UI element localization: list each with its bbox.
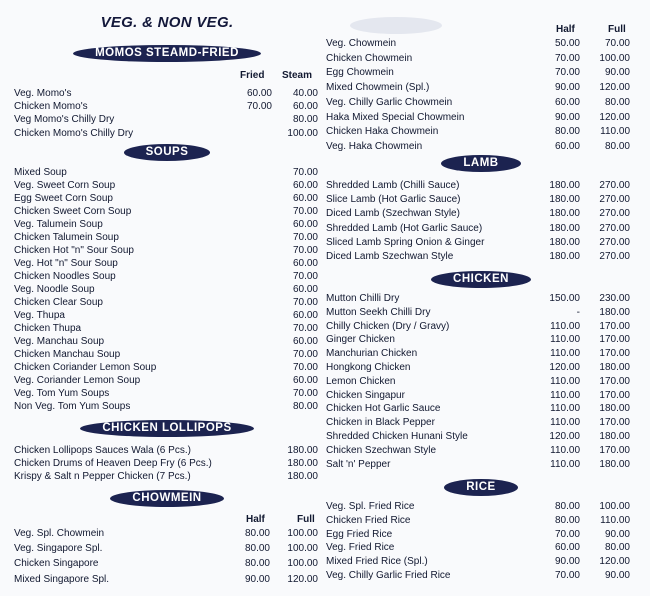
menu-item-price-2: 180.00	[599, 458, 630, 470]
momos-col-fried: Fried	[240, 70, 265, 81]
menu-item-name: Egg Sweet Corn Soup	[14, 193, 113, 205]
menu-item-price-2: 100.00	[599, 52, 630, 64]
menu-item-row	[326, 37, 636, 50]
menu-item-price-1: 80.00	[554, 514, 580, 526]
menu-item-price-2: 180.00	[599, 431, 630, 442]
chowmein-left-section-title: CHOWMEIN	[110, 490, 223, 507]
menu-item-row	[14, 87, 320, 100]
menu-item-name: Chilly Chicken (Dry / Gravy)	[326, 320, 450, 332]
menu-item-price-2: 180.00	[287, 458, 318, 470]
menu-item-price-1: 180.00	[549, 251, 580, 262]
menu-item-row	[14, 192, 320, 205]
menu-item-name: Veg. Tom Yum Soups	[14, 388, 110, 400]
menu-item-price-1: 110.00	[550, 320, 580, 332]
menu-item-price-1: 120.00	[549, 362, 580, 373]
menu-item-price-1: 70.00	[554, 570, 580, 581]
menu-item-price-1: 60.00	[554, 96, 580, 108]
menu-item-name: Veg. Thupa	[14, 310, 65, 322]
menu-item-price-1: 80.00	[554, 501, 580, 512]
menu-item-price-1: 60.00	[554, 542, 580, 554]
menu-item-name: Egg Chowmein	[326, 67, 394, 79]
menu-item-row	[14, 218, 320, 231]
menu-item-name: Veg. Singapore Spl.	[14, 543, 103, 555]
menu-item-row	[14, 573, 320, 586]
menu-item-name: Veg. Noodle Soup	[14, 284, 95, 296]
menu-item-name: Chicken Haka Chowmein	[326, 126, 439, 138]
menu-item-name: Chicken Singapore	[14, 558, 99, 570]
menu-item-price-1: 120.00	[549, 431, 580, 442]
menu-item-row	[326, 179, 636, 192]
menu-item-price-2: 180.00	[599, 403, 630, 415]
menu-item-name: Veg. Coriander Lemon Soup	[14, 375, 141, 387]
menu-item-row	[14, 374, 320, 387]
menu-item-row	[14, 542, 320, 555]
menu-item-row	[326, 125, 636, 138]
menu-item-price-2: 270.00	[599, 180, 630, 191]
menu-item-name: Non Veg. Tom Yum Soups	[14, 401, 131, 413]
menu-item-row	[14, 205, 320, 218]
menu-item-price-1: 70.00	[554, 528, 580, 540]
menu-item-price-2: 120.00	[599, 111, 630, 123]
menu-item-row	[14, 400, 320, 413]
menu-item-name: Lemon Chicken	[326, 375, 396, 387]
lamb-section-header	[326, 155, 636, 172]
menu-item-name: Chicken Chowmein	[326, 52, 413, 64]
menu-item-price-2: 180.00	[599, 362, 630, 373]
menu-item-row	[14, 348, 320, 361]
chowmein-right-col-full: Full	[608, 24, 626, 35]
menu-item-price-2: 60.00	[292, 180, 318, 192]
menu-item-price-2: 70.00	[292, 362, 318, 374]
chowmein-right-ghost-header	[296, 17, 496, 34]
menu-item-price-1: 110.00	[550, 417, 580, 429]
menu-item-row	[326, 222, 636, 235]
menu-item-row	[326, 292, 636, 305]
menu-item-row	[14, 296, 320, 309]
right-column	[326, 0, 636, 596]
menu-item-price-2: 60.00	[292, 284, 318, 296]
menu-item-row	[326, 347, 636, 360]
menu-item-row	[326, 541, 636, 554]
menu-item-price-1: 180.00	[549, 180, 580, 191]
menu-item-price-1: 70.00	[554, 52, 580, 64]
menu-item-price-2: 60.00	[292, 101, 318, 113]
menu-item-name: Mixed Chowmein (Spl.)	[326, 82, 430, 94]
menu-item-row	[326, 458, 636, 471]
menu-item-name: Chicken Lollipops Sauces Wala (6 Pcs.)	[14, 445, 191, 456]
menu-item-price-2: 110.00	[600, 514, 630, 526]
menu-item-price-2: 100.00	[287, 127, 318, 139]
menu-item-price-1: 70.00	[554, 67, 580, 79]
menu-item-row	[14, 283, 320, 296]
menu-item-name: Chicken Sweet Corn Soup	[14, 206, 132, 218]
menu-item-row	[326, 444, 636, 457]
menu-item-price-2: 80.00	[604, 140, 630, 152]
menu-item-row	[14, 113, 320, 126]
menu-item-price-2: 170.00	[599, 334, 630, 346]
menu-item-price-2: 90.00	[604, 67, 630, 79]
menu-item-name: Veg. Chilly Garlic Chowmein	[326, 96, 453, 108]
menu-item-name: Veg. Sweet Corn Soup	[14, 180, 116, 192]
lollipops-section-title: CHICKEN LOLLIPOPS	[80, 420, 253, 437]
menu-item-name: Chicken Momo's	[14, 101, 88, 113]
menu-item-name: Chicken Clear Soup	[14, 297, 103, 309]
menu-item-row	[326, 207, 636, 220]
chowmein-left-section-header	[14, 490, 320, 507]
menu-item-name: Krispy & Salt n Pepper Chicken (7 Pcs.)	[14, 471, 191, 483]
menu-item-row	[326, 111, 636, 124]
menu-item-name: Shredded Lamb (Chilli Sauce)	[326, 180, 460, 191]
menu-item-row	[326, 555, 636, 568]
menu-item-price-1: 110.00	[550, 458, 580, 470]
soups-section-header	[14, 144, 320, 161]
menu-item-name: Veg. Chilly Garlic Fried Rice	[326, 570, 451, 581]
menu-item-price-2: 70.00	[292, 297, 318, 309]
menu-item-price-1: 180.00	[549, 222, 580, 234]
menu-item-price-2: 170.00	[599, 444, 630, 456]
lollipops-section-header	[14, 420, 320, 437]
left-column	[14, 0, 320, 596]
menu-item-row	[14, 309, 320, 322]
momos-section-title: MOMOS STEAMD-FRIED	[73, 45, 261, 62]
menu-item-name: Veg. Hot "n" Sour Soup	[14, 258, 118, 270]
menu-item-price-1: 110.00	[550, 403, 580, 415]
menu-item-price-2: 170.00	[599, 348, 630, 360]
menu-item-name: Haka Mixed Special Chowmein	[326, 111, 465, 123]
menu-item-price-2: 70.00	[292, 388, 318, 400]
menu-item-name: Chicken Thupa	[14, 323, 82, 335]
momos-col-steam: Steam	[282, 70, 313, 81]
menu-item-price-2: 40.00	[292, 88, 318, 99]
menu-item-row	[14, 457, 320, 470]
menu-item-price-2: 100.00	[287, 558, 318, 570]
menu-item-row	[326, 236, 636, 249]
menu-item-price-1: 90.00	[554, 82, 580, 94]
chicken-section-header	[326, 271, 636, 288]
menu-item-row	[326, 66, 636, 79]
menu-item-name: Mixed Soup	[14, 167, 67, 178]
menu-item-row	[14, 231, 320, 244]
menu-item-price-2: 70.00	[292, 167, 318, 178]
menu-item-name: Shredded Chicken Hunani Style	[326, 431, 468, 442]
menu-item-row	[326, 81, 636, 94]
menu-item-price-1: 80.00	[244, 543, 270, 555]
menu-item-name: Veg. Talumein Soup	[14, 219, 103, 231]
menu-item-price-2: 70.00	[292, 232, 318, 244]
menu-item-price-2: 270.00	[599, 236, 630, 248]
menu-item-row	[14, 179, 320, 192]
menu-item-price-2: 60.00	[292, 336, 318, 348]
menu-item-price-1: 80.00	[244, 528, 270, 539]
menu-item-price-2: 270.00	[599, 251, 630, 262]
menu-item-name: Chicken Hot Garlic Sauce	[326, 403, 441, 415]
menu-item-name: Mutton Chilli Dry	[326, 293, 400, 304]
menu-item-name: Chicken Szechwan Style	[326, 444, 437, 456]
menu-item-price-1: 90.00	[244, 573, 270, 585]
menu-item-row	[14, 470, 320, 483]
menu-item-row	[326, 320, 636, 333]
menu-item-price-2: 120.00	[287, 573, 318, 585]
menu-item-name: Shredded Lamb (Hot Garlic Sauce)	[326, 222, 483, 234]
menu-item-name: Chicken Hot "n" Sour Soup	[14, 245, 134, 257]
menu-item-row	[14, 361, 320, 374]
menu-item-price-2: 170.00	[599, 417, 630, 429]
menu-item-price-2: 170.00	[599, 320, 630, 332]
menu-item-price-2: 230.00	[599, 293, 630, 304]
menu-item-row	[326, 96, 636, 109]
menu-item-name: Mixed Singapore Spl.	[14, 573, 110, 585]
menu-item-price-2: 70.00	[604, 38, 630, 49]
rice-section-header	[326, 479, 636, 496]
menu-item-name: Slice Lamb (Hot Garlic Sauce)	[326, 194, 461, 206]
menu-item-price-2: 80.00	[604, 96, 630, 108]
menu-item-row	[326, 416, 636, 429]
menu-item-row	[14, 244, 320, 257]
menu-item-price-1: 80.00	[244, 558, 270, 570]
menu-item-name: Chicken Fried Rice	[326, 514, 411, 526]
menu-item-price-1: 110.00	[550, 444, 580, 456]
menu-item-name: Veg. Chowmein	[326, 38, 397, 49]
soups-section-title: SOUPS	[124, 144, 211, 161]
menu-item-name: Egg Fried Rice	[326, 528, 393, 540]
menu-item-name: Veg. Haka Chowmein	[326, 140, 423, 152]
menu-item-price-2: 170.00	[599, 375, 630, 387]
menu-item-price-2: 70.00	[292, 349, 318, 361]
menu-item-name: Chicken Drums of Heaven Deep Fry (6 Pcs.)	[14, 458, 212, 470]
menu-item-name: Veg. Spl. Chowmein	[14, 528, 105, 539]
menu-item-price-2: 80.00	[604, 542, 630, 554]
menu-item-row	[14, 527, 320, 540]
menu-item-name: Chicken Coriander Lemon Soup	[14, 362, 157, 374]
menu-item-name: Veg. Momo's	[14, 88, 72, 99]
momos-section-header	[14, 45, 320, 62]
menu-item-name: Veg. Manchau Soup	[14, 336, 105, 348]
menu-item-price-2: 110.00	[600, 126, 630, 138]
menu-item-price-2: 170.00	[599, 389, 630, 401]
menu-item-price-2: 120.00	[599, 82, 630, 94]
menu-item-row	[14, 444, 320, 457]
menu-item-price-1: 50.00	[554, 38, 580, 49]
menu-item-row	[14, 166, 320, 179]
menu-item-price-2: 60.00	[292, 375, 318, 387]
menu-item-price-2: 90.00	[604, 528, 630, 540]
menu-item-price-2: 70.00	[292, 271, 318, 283]
menu-item-row	[326, 528, 636, 541]
menu-item-row	[326, 361, 636, 374]
menu-item-price-1: 180.00	[549, 208, 580, 220]
chowmein-right-ghost-pill	[350, 17, 442, 34]
menu-item-price-2: 270.00	[599, 222, 630, 234]
menu-item-price-2: 270.00	[599, 208, 630, 220]
menu-item-name: Sliced Lamb Spring Onion & Ginger	[326, 236, 485, 248]
menu-item-price-2: 70.00	[292, 206, 318, 218]
menu-item-price-1: 110.00	[550, 375, 580, 387]
menu-item-price-2: 60.00	[292, 219, 318, 231]
menu-item-name: Chicken Manchau Soup	[14, 349, 121, 361]
menu-item-row	[326, 500, 636, 513]
menu-item-price-1: 180.00	[549, 236, 580, 248]
menu-item-price-1: 60.00	[554, 140, 580, 152]
menu-item-price-2: 100.00	[287, 528, 318, 539]
chowmein-left-col-half: Half	[246, 514, 265, 525]
menu-item-name: Veg. Fried Rice	[326, 542, 395, 554]
menu-item-price-1: 90.00	[554, 111, 580, 123]
menu-item-price-1: -	[576, 306, 580, 318]
menu-item-price-1: 90.00	[554, 556, 580, 568]
menu-item-price-2: 180.00	[287, 471, 318, 483]
menu-item-price-2: 100.00	[287, 543, 318, 555]
menu-item-row	[326, 514, 636, 527]
menu-item-price-2: 60.00	[292, 258, 318, 270]
menu-item-price-1: 110.00	[550, 348, 580, 360]
menu-item-row	[326, 140, 636, 153]
menu-item-row	[326, 333, 636, 346]
chowmein-right-col-half: Half	[556, 24, 575, 35]
menu-item-name: Manchurian Chicken	[326, 348, 418, 360]
menu-item-row	[326, 430, 636, 443]
menu-item-name: Hongkong Chicken	[326, 362, 411, 373]
menu-item-price-2: 60.00	[292, 310, 318, 322]
menu-item-price-2: 80.00	[292, 114, 318, 126]
menu-item-name: Mixed Fried Rice (Spl.)	[326, 556, 428, 568]
chicken-section-title: CHICKEN	[431, 271, 531, 288]
menu-item-name: Chicken Talumein Soup	[14, 232, 119, 244]
menu-item-row	[326, 402, 636, 415]
menu-item-price-1: 110.00	[550, 334, 580, 346]
menu-item-row	[326, 306, 636, 319]
menu-item-row	[326, 375, 636, 388]
menu-item-price-1: 80.00	[554, 126, 580, 138]
menu-item-name: Mutton Seekh Chilli Dry	[326, 306, 431, 318]
menu-item-name: Diced Lamb (Szechwan Style)	[326, 208, 460, 220]
menu-item-price-1: 70.00	[246, 101, 272, 113]
menu-item-price-1: 180.00	[549, 194, 580, 206]
menu-item-row	[14, 257, 320, 270]
menu-item-price-2: 180.00	[287, 445, 318, 456]
menu-item-row	[14, 270, 320, 283]
menu-item-name: Diced Lamb Szechwan Style	[326, 251, 454, 262]
menu-item-row	[14, 387, 320, 400]
menu-item-name: Veg Momo's Chilly Dry	[14, 114, 115, 126]
rice-section-title: RICE	[444, 479, 517, 496]
chowmein-left-col-full: Full	[297, 514, 315, 525]
menu-item-price-1: 60.00	[246, 88, 272, 99]
menu-item-name: Chicken in Black Pepper	[326, 417, 435, 429]
lamb-section-title: LAMB	[441, 155, 520, 172]
menu-item-row	[326, 193, 636, 206]
menu-item-row	[14, 335, 320, 348]
menu-title: VEG. & NON VEG.	[100, 14, 234, 31]
menu-item-row	[14, 322, 320, 335]
menu-item-row	[326, 389, 636, 402]
menu-item-price-2: 90.00	[604, 570, 630, 581]
menu-item-price-2: 120.00	[599, 556, 630, 568]
menu-item-row	[14, 557, 320, 570]
menu-item-name: Chicken Noodles Soup	[14, 271, 116, 283]
menu-item-name: Chicken Momo's Chilly Dry	[14, 127, 134, 139]
menu-item-price-1: 150.00	[549, 293, 580, 304]
menu-item-row	[326, 569, 636, 582]
menu-item-price-2: 70.00	[292, 245, 318, 257]
menu-item-price-2: 100.00	[599, 501, 630, 512]
menu-item-price-1: 110.00	[550, 389, 580, 401]
menu-item-row	[326, 52, 636, 65]
menu-item-price-2: 60.00	[292, 193, 318, 205]
menu-item-name: Salt 'n' Pepper	[326, 458, 391, 470]
menu-item-price-2: 70.00	[292, 323, 318, 335]
menu-item-price-2: 80.00	[292, 401, 318, 413]
menu-item-price-2: 270.00	[599, 194, 630, 206]
menu-item-price-2: 180.00	[599, 306, 630, 318]
menu-item-row	[326, 250, 636, 263]
menu-item-row	[14, 100, 320, 113]
menu-item-row	[14, 127, 320, 140]
menu-item-name: Veg. Spl. Fried Rice	[326, 501, 415, 512]
menu-item-name: Ginger Chicken	[326, 334, 395, 346]
menu-item-name: Chicken Singapur	[326, 389, 405, 401]
